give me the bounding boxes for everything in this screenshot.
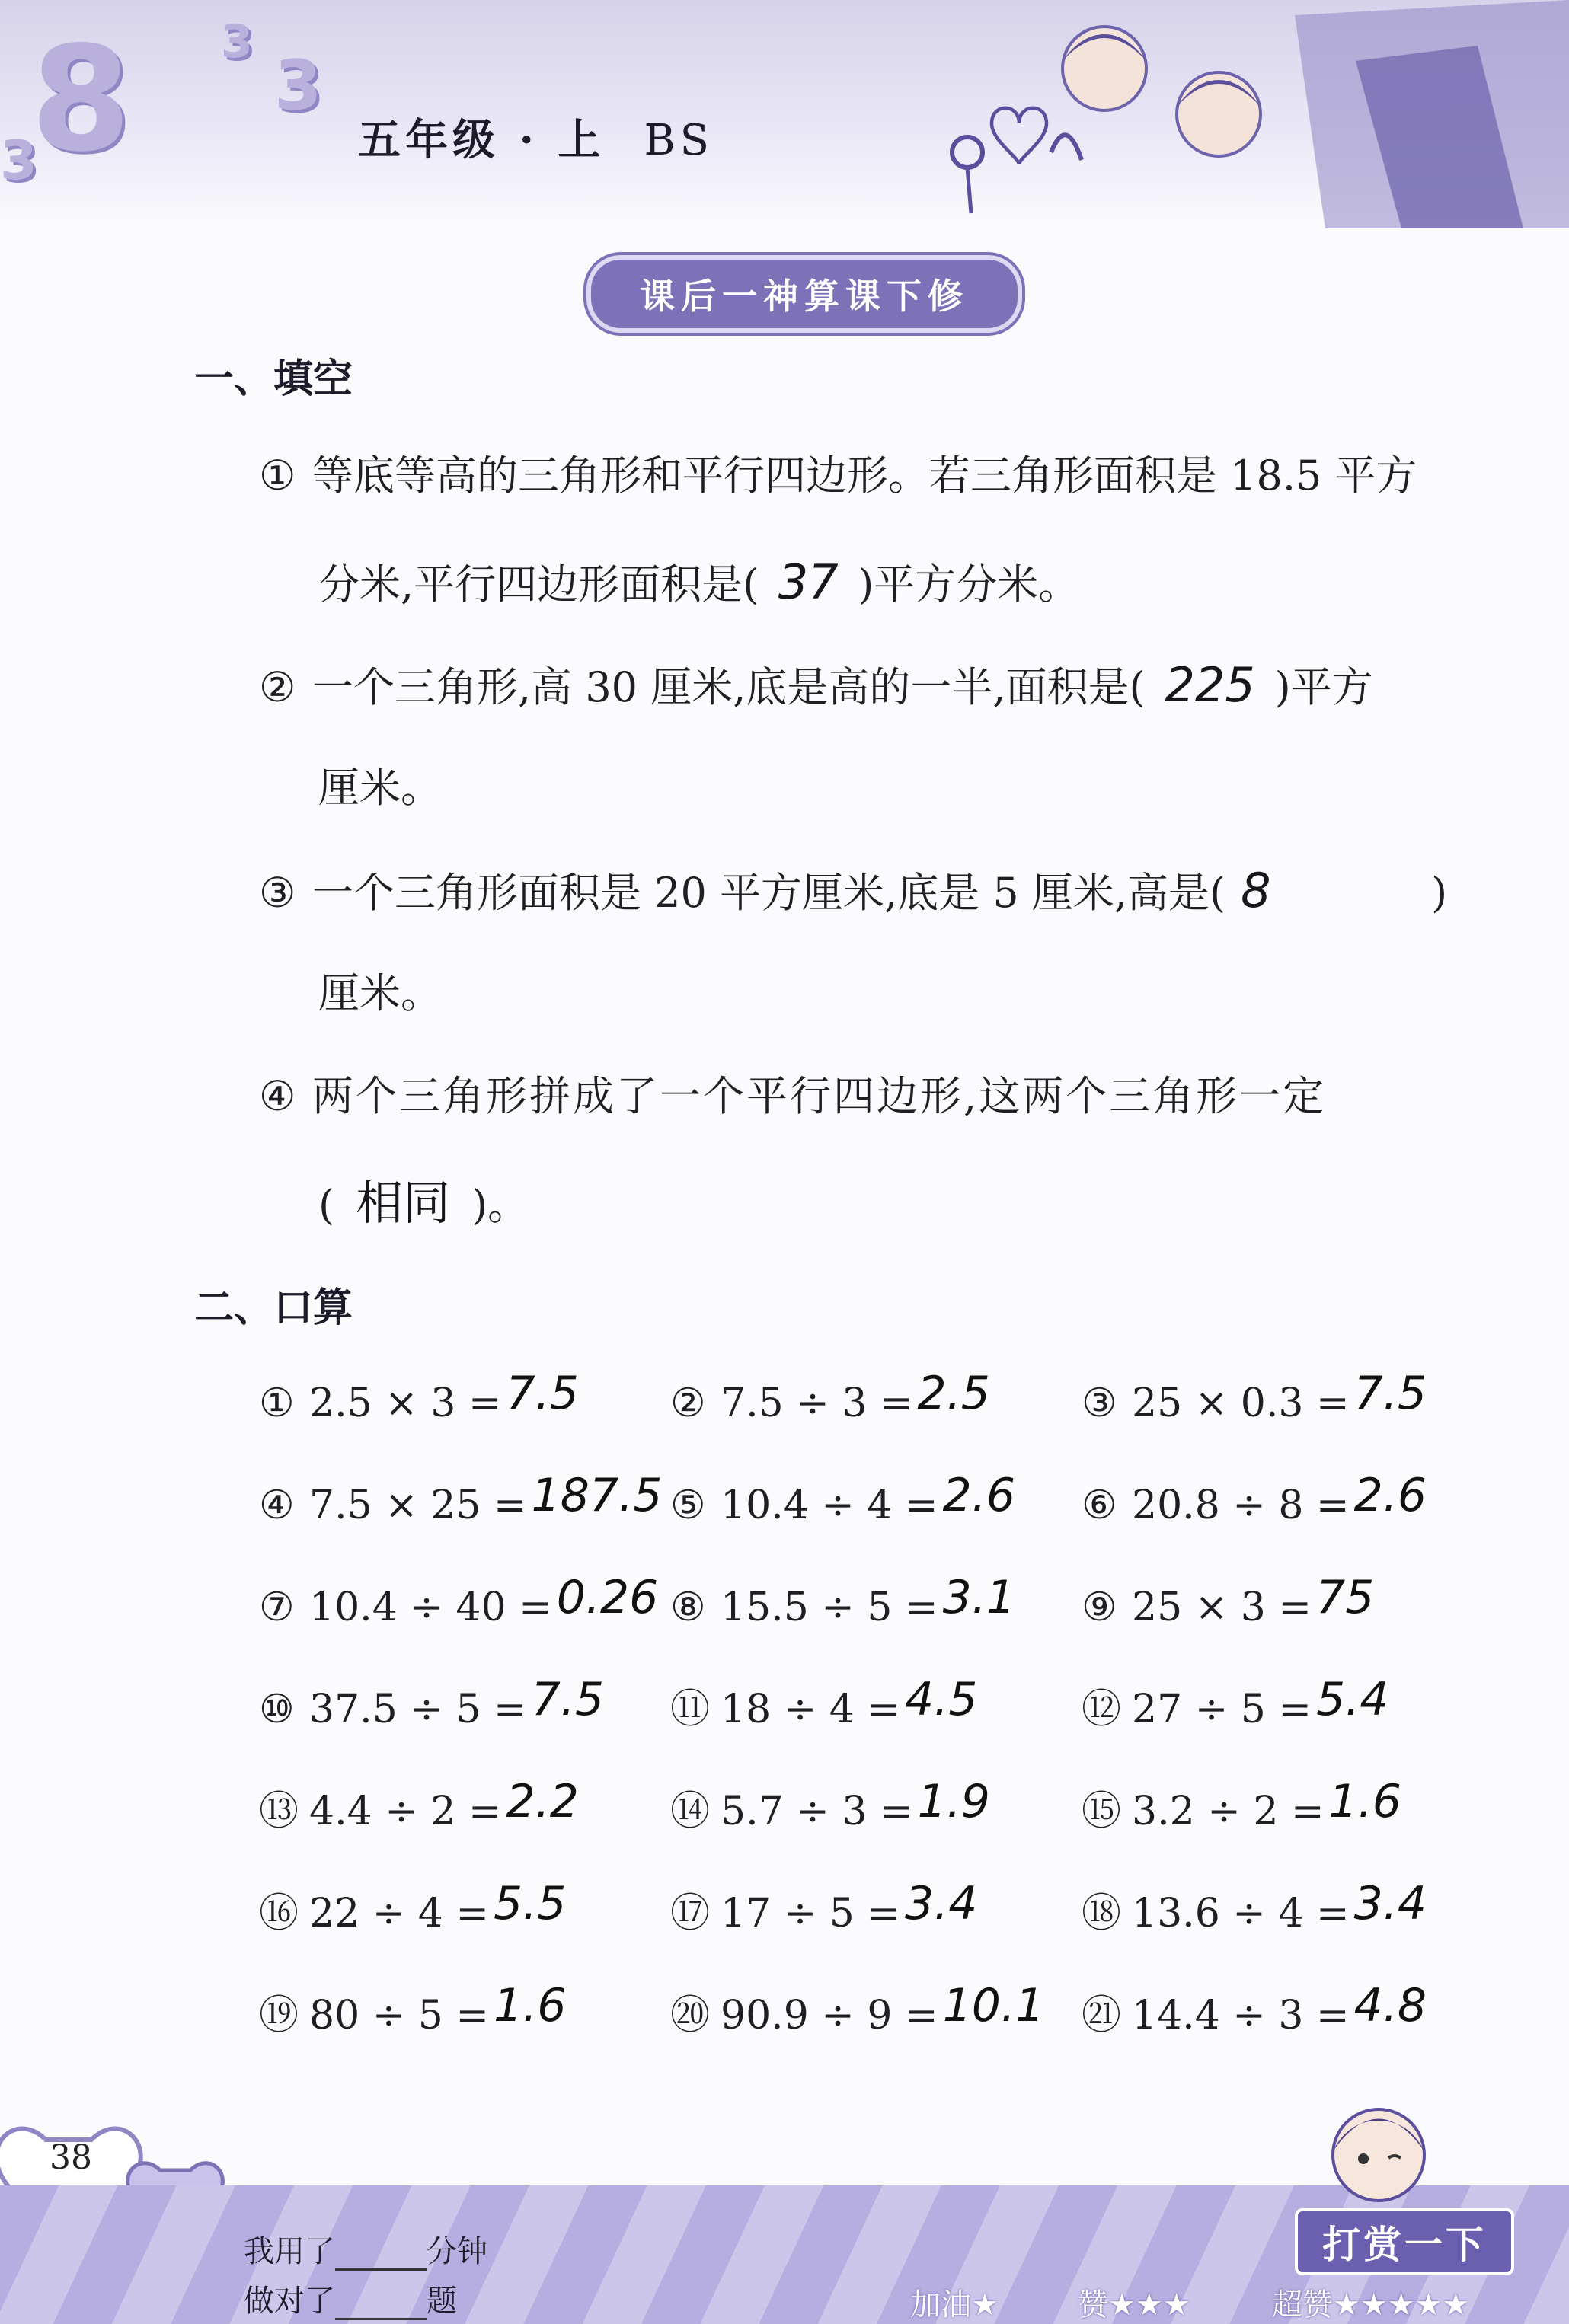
decorative-digit-3: 3	[0, 129, 37, 192]
problem-index: ⑮	[1082, 1789, 1122, 1834]
problem-index: ⑪	[670, 1687, 711, 1732]
problem-index: ④	[259, 1483, 295, 1528]
rating-good: 赞★★★	[1078, 2287, 1190, 2322]
calc-problem	[670, 1979, 1045, 2044]
question-1-line-1: ① 等底等高的三角形和平行四边形。若三角形面积是 18.5 平方	[259, 452, 1417, 500]
problem-index: ⑨	[1082, 1585, 1117, 1630]
kids-illustration	[899, 0, 1569, 228]
page-header	[0, 0, 1569, 228]
calc-problem	[259, 1469, 663, 1534]
handwritten-answer[interactable]: 7.5	[1353, 1367, 1427, 1420]
time-spent-field: 我用了 分钟	[244, 2234, 487, 2269]
handwritten-answer[interactable]: 7.5	[531, 1673, 605, 1726]
rating-keep-going: 加油★	[910, 2287, 999, 2322]
section-heading-mental-math: 二、口算	[194, 1285, 353, 1331]
correct-blank[interactable]	[335, 2292, 427, 2320]
handwritten-answer[interactable]: 3.4	[904, 1877, 978, 1930]
problem-index: ⑲	[259, 1993, 299, 2038]
calc-problem	[1082, 1673, 1389, 1738]
reward-button[interactable]: 打赏一下	[1295, 2208, 1514, 2275]
problem-index: ⑬	[259, 1789, 299, 1834]
handwritten-answer[interactable]: 4.8	[1353, 1979, 1427, 2032]
problem-expression: 15.5 ÷ 5 =	[721, 1585, 938, 1630]
problem-expression: 25 × 3 =	[1132, 1585, 1312, 1630]
question-4-line-1: ④ 两个三角形拼成了一个平行四边形,这两个三角形一定	[259, 1072, 1327, 1120]
time-blank[interactable]	[335, 2243, 427, 2271]
problem-index: ⑯	[259, 1891, 299, 1936]
calc-problem	[259, 1775, 579, 1840]
problem-index: ⑧	[670, 1585, 706, 1630]
handwritten-answer[interactable]: 5.4	[1315, 1673, 1389, 1726]
problem-expression: 4.4 ÷ 2 =	[309, 1789, 502, 1834]
calc-problem	[259, 1571, 659, 1636]
handwritten-answer[interactable]: 5.5	[493, 1877, 567, 1930]
question-4-line-2: ( 相同 )。	[318, 1175, 529, 1231]
problem-expression: 17 ÷ 5 =	[721, 1891, 900, 1936]
problem-expression: 90.9 ÷ 9 =	[721, 1993, 938, 2038]
calc-problem	[670, 1571, 1016, 1636]
calc-problem	[259, 1877, 567, 1942]
problem-index: ②	[670, 1381, 706, 1426]
handwritten-answer[interactable]: 4.5	[904, 1673, 978, 1726]
problem-expression: 18 ÷ 4 =	[721, 1687, 900, 1732]
problem-expression: 14.4 ÷ 3 =	[1132, 1993, 1350, 2038]
banner-title: 课后一神算课下修	[640, 276, 969, 317]
handwritten-answer[interactable]: 3.1	[942, 1571, 1016, 1624]
problem-expression: 25 × 0.3 =	[1132, 1381, 1350, 1426]
calc-problem	[670, 1775, 990, 1840]
question-3-line-1: ③ 一个三角形面积是 20 平方厘米,底是 5 厘米,高是( 8 )	[259, 863, 1448, 918]
answer-blank-1[interactable]: 37	[778, 554, 839, 610]
problem-expression: 10.4 ÷ 40 =	[309, 1585, 552, 1630]
problem-index: ⑱	[1082, 1891, 1122, 1936]
calc-problem	[670, 1673, 978, 1738]
problem-expression: 80 ÷ 5 =	[309, 1993, 489, 2038]
problem-expression: 3.2 ÷ 2 =	[1132, 1789, 1325, 1834]
calc-problem	[1082, 1775, 1401, 1840]
handwritten-answer[interactable]: 1.9	[917, 1775, 990, 1828]
calc-problem	[259, 1673, 605, 1738]
calc-problem	[259, 1979, 567, 2044]
problem-expression: 5.7 ÷ 3 =	[721, 1789, 913, 1834]
answer-blank-3[interactable]: 8	[1241, 863, 1271, 918]
rating-excellent: 超赞★★★★★	[1272, 2287, 1470, 2322]
calc-problem	[1082, 1877, 1427, 1942]
problem-index: ⑥	[1082, 1483, 1117, 1528]
handwritten-answer[interactable]: 2.2	[506, 1775, 579, 1828]
handwritten-answer[interactable]: 3.4	[1353, 1877, 1427, 1930]
calc-problem	[1082, 1979, 1427, 2044]
problem-index: ①	[259, 1381, 295, 1426]
handwritten-answer[interactable]: 10.1	[942, 1979, 1045, 2032]
section-heading-fill-blank: 一、填空	[194, 356, 353, 402]
section-banner	[586, 255, 1022, 333]
calc-problem	[1082, 1571, 1375, 1636]
handwritten-answer[interactable]: 187.5	[531, 1469, 663, 1522]
question-3-line-2: 厘米。	[318, 969, 442, 1017]
problem-index: ⑳	[670, 1993, 711, 2038]
problem-expression: 13.6 ÷ 4 =	[1132, 1891, 1350, 1936]
grade-label: 五年级 · 上 BS	[358, 115, 714, 165]
question-2-line-2: 厘米。	[318, 764, 442, 812]
decorative-digit-3: 3	[221, 15, 253, 69]
problem-expression: 27 ÷ 5 =	[1132, 1687, 1312, 1732]
handwritten-answer[interactable]: 75	[1315, 1571, 1375, 1624]
handwritten-answer[interactable]: 1.6	[1328, 1775, 1401, 1828]
girl-illustration	[1310, 2079, 1447, 2208]
problem-index: ⑦	[259, 1585, 295, 1630]
answer-blank-4[interactable]: 相同	[356, 1175, 451, 1231]
problem-expression: 10.4 ÷ 4 =	[721, 1483, 938, 1528]
problem-index: ㉑	[1082, 1993, 1122, 2038]
problem-expression: 7.5 ÷ 3 =	[721, 1381, 913, 1426]
question-1-line-2: 分米,平行四边形面积是( 37 )平方分米。	[318, 554, 1080, 610]
calc-problem	[670, 1877, 978, 1942]
problem-expression: 22 ÷ 4 =	[309, 1891, 489, 1936]
handwritten-answer[interactable]: 2.6	[1353, 1469, 1427, 1522]
problem-index: ⑤	[670, 1483, 706, 1528]
question-2-line-1: ② 一个三角形,高 30 厘米,底是高的一半,面积是( 225 )平方	[259, 657, 1373, 713]
correct-count-field: 做对了 题	[244, 2284, 457, 2319]
calc-problem	[670, 1367, 990, 1432]
problem-expression: 2.5 × 3 =	[309, 1381, 502, 1426]
decorative-digit-8: 8	[30, 15, 132, 184]
page-number: 38	[50, 2138, 92, 2177]
problem-index: ③	[1082, 1381, 1117, 1426]
problem-expression: 7.5 × 25 =	[309, 1483, 527, 1528]
calc-problem	[1082, 1367, 1427, 1432]
calc-problem	[670, 1469, 1016, 1534]
calc-problem	[259, 1367, 579, 1432]
handwritten-answer[interactable]: 0.26	[556, 1571, 659, 1624]
problem-index: ⑰	[670, 1891, 711, 1936]
handwritten-answer[interactable]: 1.6	[493, 1979, 567, 2032]
problem-expression: 20.8 ÷ 8 =	[1132, 1483, 1350, 1528]
problem-index: ⑫	[1082, 1687, 1122, 1732]
answer-blank-2[interactable]: 225	[1165, 657, 1255, 713]
handwritten-answer[interactable]: 2.5	[917, 1367, 990, 1420]
problem-index: ⑩	[259, 1687, 295, 1732]
problem-expression: 37.5 ÷ 5 =	[309, 1687, 527, 1732]
problem-index: ⑭	[670, 1789, 711, 1834]
calc-problem	[1082, 1469, 1427, 1534]
handwritten-answer[interactable]: 2.6	[942, 1469, 1016, 1522]
decorative-digit-3: 3	[274, 46, 322, 126]
handwritten-answer[interactable]: 7.5	[506, 1367, 579, 1420]
